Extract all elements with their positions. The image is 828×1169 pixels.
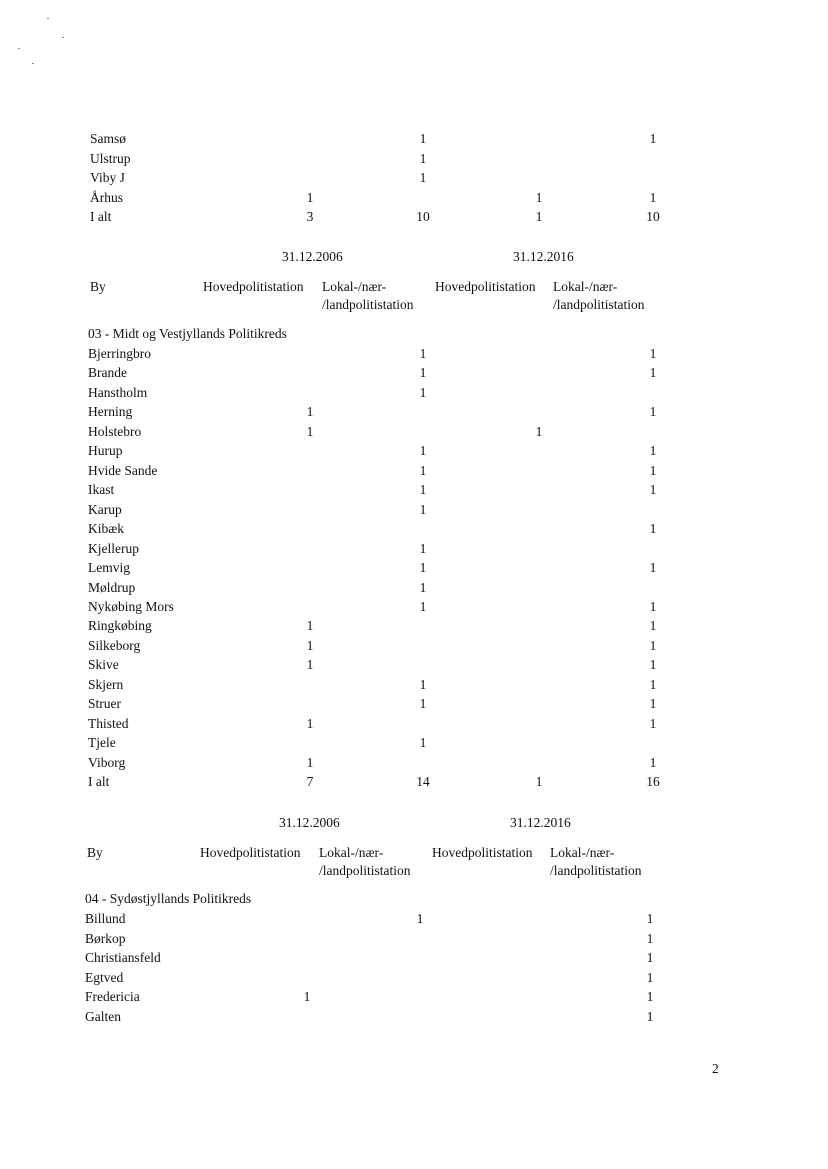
region-heading: 03 - Midt og Vestjyllands Politikreds: [88, 326, 287, 341]
cell-l16: 1: [649, 754, 657, 770]
cell-h16: 1: [535, 189, 543, 205]
cell-h16: 1: [535, 209, 543, 225]
column-header-lokal-2006: Lokal-/nær-: [319, 845, 384, 860]
cell-l06: 14: [416, 774, 430, 790]
cell-l16: 1: [646, 930, 654, 946]
row-label: Lemvig: [88, 560, 130, 576]
column-header-lokal-2016-line2: /landpolitistation: [550, 863, 642, 878]
cell-l06: 1: [419, 170, 427, 186]
row-label: Thisted: [88, 715, 129, 731]
cell-h06: 1: [306, 404, 314, 420]
cell-h06: 1: [306, 657, 314, 673]
row-label: Struer: [88, 696, 121, 712]
scan-speck: [32, 63, 34, 64]
cell-l16: 1: [649, 462, 657, 478]
cell-h06: 1: [306, 754, 314, 770]
column-header-lokal-2006-line2: /landpolitistation: [322, 297, 414, 312]
row-label: Børkop: [85, 930, 126, 946]
row-label: Kjellerup: [88, 540, 139, 556]
row-label: I alt: [90, 209, 112, 225]
row-label: Viborg: [88, 754, 126, 770]
column-header-lokal-2016: Lokal-/nær-: [550, 845, 615, 860]
row-label: Hvide Sande: [88, 462, 158, 478]
date-2006: 31.12.2006: [279, 815, 340, 830]
row-label: Bjerringbro: [88, 346, 151, 361]
cell-l16: 1: [649, 404, 657, 420]
column-header-hoved-2006: Hovedpolitistation: [203, 279, 304, 294]
row-label: Kibæk: [88, 521, 125, 537]
cell-l16: 1: [649, 637, 657, 653]
cell-h06: 1: [306, 618, 314, 634]
column-header-by: By: [90, 279, 106, 294]
cell-l06: 1: [416, 911, 424, 926]
cell-h06: 1: [303, 989, 311, 1005]
cell-l06: 1: [419, 676, 427, 692]
cell-l16: 1: [649, 365, 657, 381]
row-label: Hurup: [88, 443, 123, 459]
column-header-by: By: [87, 845, 103, 860]
column-header-lokal-2016: Lokal-/nær-: [553, 279, 618, 294]
cell-h06: 1: [306, 189, 314, 205]
cell-l16: 1: [646, 1009, 654, 1024]
row-label: Silkeborg: [88, 637, 141, 653]
cell-l16: 1: [649, 676, 657, 692]
date-2016: 31.12.2016: [513, 249, 574, 264]
column-header-lokal-2016-line2: /landpolitistation: [553, 297, 645, 312]
cell-h06: 1: [306, 715, 314, 731]
scan-speck: [47, 18, 49, 19]
row-label: I alt: [88, 774, 110, 790]
column-header-hoved-2016: Hovedpolitistation: [432, 845, 533, 860]
row-label: Christiansfeld: [85, 950, 161, 966]
row-label: Ringkøbing: [88, 618, 152, 634]
cell-l16: 10: [646, 209, 660, 225]
row-label: Billund: [85, 911, 126, 926]
scan-speck: [62, 37, 64, 38]
cell-l06: 1: [419, 501, 427, 517]
page-number: 2: [712, 1061, 719, 1076]
row-label: Skjern: [88, 676, 124, 692]
cell-h16: 1: [535, 423, 543, 439]
row-label: Nykøbing Mors: [88, 598, 174, 614]
column-header-lokal-2006-line2: /landpolitistation: [319, 863, 411, 878]
column-header-hoved-2016: Hovedpolitistation: [435, 279, 536, 294]
cell-l16: 1: [649, 715, 657, 731]
cell-l16: 1: [649, 657, 657, 673]
cell-l06: 1: [419, 540, 427, 556]
cell-l16: 1: [649, 443, 657, 459]
cell-h06: 1: [306, 637, 314, 653]
row-label: Holstebro: [88, 423, 142, 439]
cell-l16: 1: [646, 969, 654, 985]
row-label: Galten: [85, 1009, 121, 1024]
row-label: Ikast: [88, 482, 115, 498]
cell-l06: 1: [419, 365, 427, 381]
cell-l06: 1: [419, 598, 427, 614]
cell-h06: 3: [306, 209, 314, 225]
cell-l16: 1: [649, 618, 657, 634]
row-label: Ulstrup: [90, 150, 131, 166]
cell-h06: 7: [306, 774, 314, 790]
cell-l16: 1: [649, 346, 657, 361]
date-2006: 31.12.2006: [282, 249, 343, 264]
cell-l06: 1: [419, 560, 427, 576]
cell-l06: 1: [419, 443, 427, 459]
row-label: Samsø: [90, 131, 127, 146]
row-label: Viby J: [90, 170, 125, 186]
cell-l06: 1: [419, 462, 427, 478]
row-label: Hanstholm: [88, 384, 148, 400]
column-header-lokal-2006: Lokal-/nær-: [322, 279, 387, 294]
cell-l16: 1: [649, 189, 657, 205]
cell-l16: 1: [646, 911, 654, 926]
row-label: Karup: [88, 501, 122, 517]
cell-l06: 1: [419, 696, 427, 712]
cell-l16: 1: [649, 560, 657, 576]
cell-l06: 1: [419, 131, 427, 146]
region-heading: 04 - Sydøstjyllands Politikreds: [85, 891, 252, 906]
cell-l06: 1: [419, 384, 427, 400]
cell-l16: 16: [646, 774, 660, 790]
cell-l16: 1: [649, 131, 657, 146]
row-label: Skive: [88, 657, 119, 673]
cell-l16: 1: [646, 989, 654, 1005]
column-header-hoved-2006: Hovedpolitistation: [200, 845, 301, 860]
row-label: Fredericia: [85, 989, 140, 1005]
date-2016: 31.12.2016: [510, 815, 571, 830]
cell-l06: 1: [419, 346, 427, 361]
cell-h06: 1: [306, 423, 314, 439]
cell-l06: 1: [419, 150, 427, 166]
cell-h16: 1: [535, 774, 543, 790]
cell-l06: 1: [419, 735, 427, 751]
row-label: Herning: [88, 404, 133, 420]
cell-l06: 1: [419, 482, 427, 498]
row-label: Brande: [88, 365, 127, 381]
scan-speck: [18, 48, 20, 49]
row-label: Århus: [90, 189, 123, 205]
row-label: Egtved: [85, 969, 124, 985]
cell-l16: 1: [649, 521, 657, 537]
cell-l16: 1: [649, 482, 657, 498]
row-label: Tjele: [88, 735, 116, 751]
cell-l06: 10: [416, 209, 430, 225]
cell-l16: 1: [649, 598, 657, 614]
cell-l16: 1: [646, 950, 654, 966]
cell-l16: 1: [649, 696, 657, 712]
cell-l06: 1: [419, 579, 427, 595]
row-label: Møldrup: [88, 579, 136, 595]
